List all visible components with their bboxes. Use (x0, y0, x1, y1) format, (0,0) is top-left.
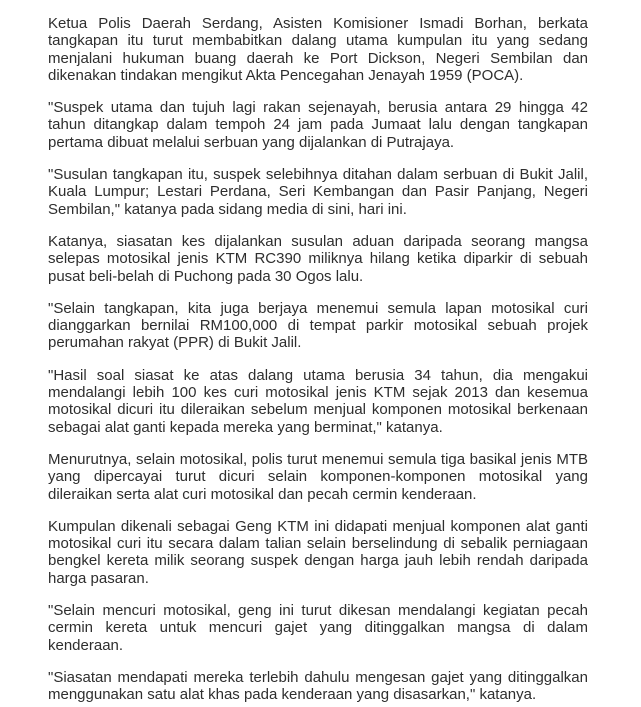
article-paragraph-10: "Siasatan mendapati mereka terlebih dahulu mengesan gajet yang ditinggalkan menggunakan satu alat khas pada kenderaan yang disasarkan," katanya. (48, 668, 588, 704)
article-paragraph-9: "Selain mencuri motosikal, geng ini turut dikesan mendalangi kegiatan pecah cermin kereta untuk mencuri gajet yang ditinggalkan mangsa di dalam kenderaan. (48, 602, 588, 654)
article-paragraph-1: Ketua Polis Daerah Serdang, Asisten Komisioner Ismadi Borhan, berkata tangkapan itu turut membabitkan dalang utama kumpulan itu yang sedang menjalani hukuman buang daerah ke Port Dickson, Negeri Sembilan dan dikenakan tindakan mengikut Akta Pencegahan Jenayah 1959 (POCA). (48, 15, 588, 84)
article-paragraph-4: Katanya, siasatan kes dijalankan susulan aduan daripada seorang mangsa selepas motosikal jenis KTM RC390 miliknya hilang ketika diparkir di sebuah pusat beli-belah di Puchong pada 30 Ogos lalu. (48, 232, 588, 285)
article-paragraph-5: "Selain tangkapan, kita juga berjaya menemui semula lapan motosikal curi dianggarkan bernilai RM100,000 di tempat parkir motosikal sebuah projek perumahan rakyat (PPR) di Bukit Jalil. (48, 299, 588, 352)
article-paragraph-2: "Suspek utama dan tujuh lagi rakan sejenayah, berusia antara 29 hingga 42 tahun ditangkap dalam tempoh 24 jam pada Jumaat lalu dengan tangkapan pertama dibuat melalui serbuan yang dijalankan di Putrajaya. (48, 99, 588, 151)
article-paragraph-6: "Hasil soal siasat ke atas dalang utama berusia 34 tahun, dia mengakui mendalangi lebih 100 kes curi motosikal jenis KTM sejak 2013 dan kesemua motosikal dicuri itu dileraikan sebelum menjual komponen motosikal berkenaan sebagai alat ganti kepada mereka yang berminat," katanya. (48, 366, 588, 436)
article-paragraph-7: Menurutnya, selain motosikal, polis turut menemui semula tiga basikal jenis MTB yang dipercayai turut dicuri selain komponen-komponen motosikal yang dileraikan serta alat curi motosikal dan pecah cermin kenderaan. (48, 450, 588, 503)
article-body (0, 15, 641, 704)
article-paragraph-8: Kumpulan dikenali sebagai Geng KTM ini didapati menjual komponen alat ganti motosikal curi itu secara dalam talian selain berselindung di sebalik perniagaan bengkel kereta milik seorang suspek dengan harga jauh lebih rendah daripada harga pasaran. (48, 517, 588, 587)
article-paragraph-3: "Susulan tangkapan itu, suspek selebihnya ditahan dalam serbuan di Bukit Jalil, Kuala Lumpur; Lestari Perdana, Seri Kembangan dan Pasir Panjang, Negeri Sembilan," katanya pada sidang media di sini, hari ini. (48, 166, 588, 218)
